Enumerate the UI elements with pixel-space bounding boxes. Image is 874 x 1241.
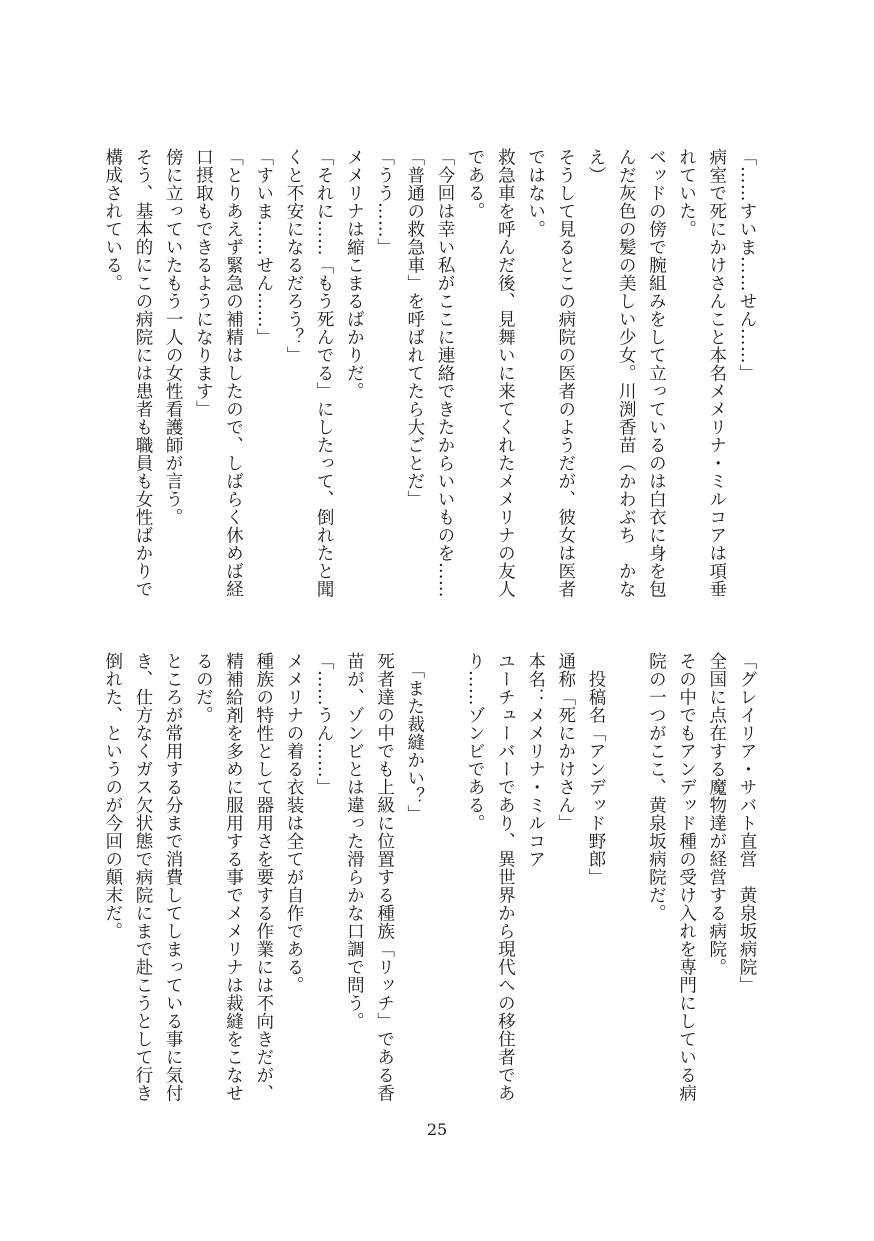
bottom-block-line: 「また裁縫かい？」: [404, 652, 425, 824]
top-block-line: 「うう……」: [374, 148, 395, 256]
bottom-text-block: [102, 652, 762, 1102]
bottom-block-line: 死者達の中でも上級に位置する種族「リッチ」である香: [374, 652, 395, 1102]
bottom-block-line: 「……うん……」: [314, 652, 335, 796]
top-block-line: 救急車を呼んだ後、見舞いに来てくれたメメリナの友人: [495, 148, 516, 598]
top-block-line: メメリナは縮こまるばかりだ。: [344, 148, 365, 400]
bottom-block-line: 院の一つがここ、黄泉坂病院だ。: [646, 652, 667, 922]
bottom-block-line: 全国に点在する魔物達が経営する病院。: [706, 652, 727, 976]
bottom-block-line: ところが常用する分まで消費してしまっている事に気付: [163, 652, 184, 1102]
top-block-line: 「普通の救急車」を呼ばれてたら大ごとだ」: [404, 148, 425, 508]
page-number: 25: [426, 1120, 448, 1139]
bottom-block-line: [611, 652, 641, 1096]
bottom-block-line: ユーチューバーであり、異世界から現代への移住者であ: [495, 652, 516, 1102]
top-block-line: 「それに……「もう死んでる」にしたって、倒れたと聞: [314, 148, 335, 598]
top-block-line: れていた。: [676, 148, 697, 238]
bottom-block-line: 本名：メメリナ・ミルコア: [525, 652, 546, 868]
top-block-line: 「今回は幸い私がここに連絡できたからいいものを……: [434, 148, 455, 598]
top-block-line: 口摂取もできるようになります」: [193, 148, 214, 418]
top-block-line: 「とりあえず緊急の補精はしたので、しばらく休めば経: [223, 148, 244, 598]
top-block-line: 「すいま……せん……」: [253, 148, 274, 346]
bottom-block-line: メメリナの着る衣装は全てが自作である。: [283, 652, 304, 994]
bottom-block-line: [430, 652, 460, 1096]
top-block-line: くと不安になるだろう？」: [283, 148, 304, 364]
bottom-block-line: り……ゾンビである。: [465, 652, 486, 832]
bottom-block-line: き、仕方なくガス欠状態で病院にまで赴こうとして行き: [132, 652, 153, 1102]
top-block-line: んだ灰色の髪の美しい少女。川渕香苗（かわぶち かな: [616, 148, 637, 598]
top-block-line: 「……すいま……せん……」: [737, 148, 757, 382]
top-block-line: そうして見るとこの病院の医者のようだが、彼女は医者: [555, 148, 576, 598]
top-block-line: 構成されている。: [102, 148, 123, 292]
top-block-line: である。: [465, 148, 486, 220]
bottom-block-line: その中でもアンデッド種の受け入れを専門にしている病: [676, 652, 697, 1102]
bottom-block-line: 投稿名「アンデッド野郎」: [585, 652, 606, 886]
bottom-block-line: 精補給剤を多めに服用する事でメメリナは裁縫をこなせ: [223, 652, 244, 1102]
top-block-line: え）: [585, 148, 606, 184]
bottom-block-line: 種族の特性として器用さを要する作業には不向きだが、: [253, 652, 274, 1102]
bottom-block-line: 通称「死にかけさん」: [555, 652, 576, 832]
bottom-block-line: 苗が、ゾンビとは違った滑らかな口調で問う。: [344, 652, 365, 1030]
top-block-line: ベッドの傍で腕組みをして立っているのは白衣に身を包: [646, 148, 667, 598]
bottom-block-line: るのだ。: [193, 652, 214, 724]
bottom-block-line: 「グレイリア・サバト直営 黄泉坂病院」: [737, 652, 757, 994]
bottom-block-line: 倒れた、というのが今回の顛末だ。: [102, 652, 123, 940]
top-block-line: ではない。: [525, 148, 546, 238]
top-block-line: そう、基本的にこの病院には患者も職員も女性ばかりで: [132, 148, 153, 598]
top-text-block: [102, 148, 762, 598]
top-block-line: 傍に立っていたもう一人の女性看護師が言う。: [163, 148, 184, 526]
top-block-line: 病室で死にかけさんこと本名メメリナ・ミルコアは項垂: [706, 148, 727, 598]
